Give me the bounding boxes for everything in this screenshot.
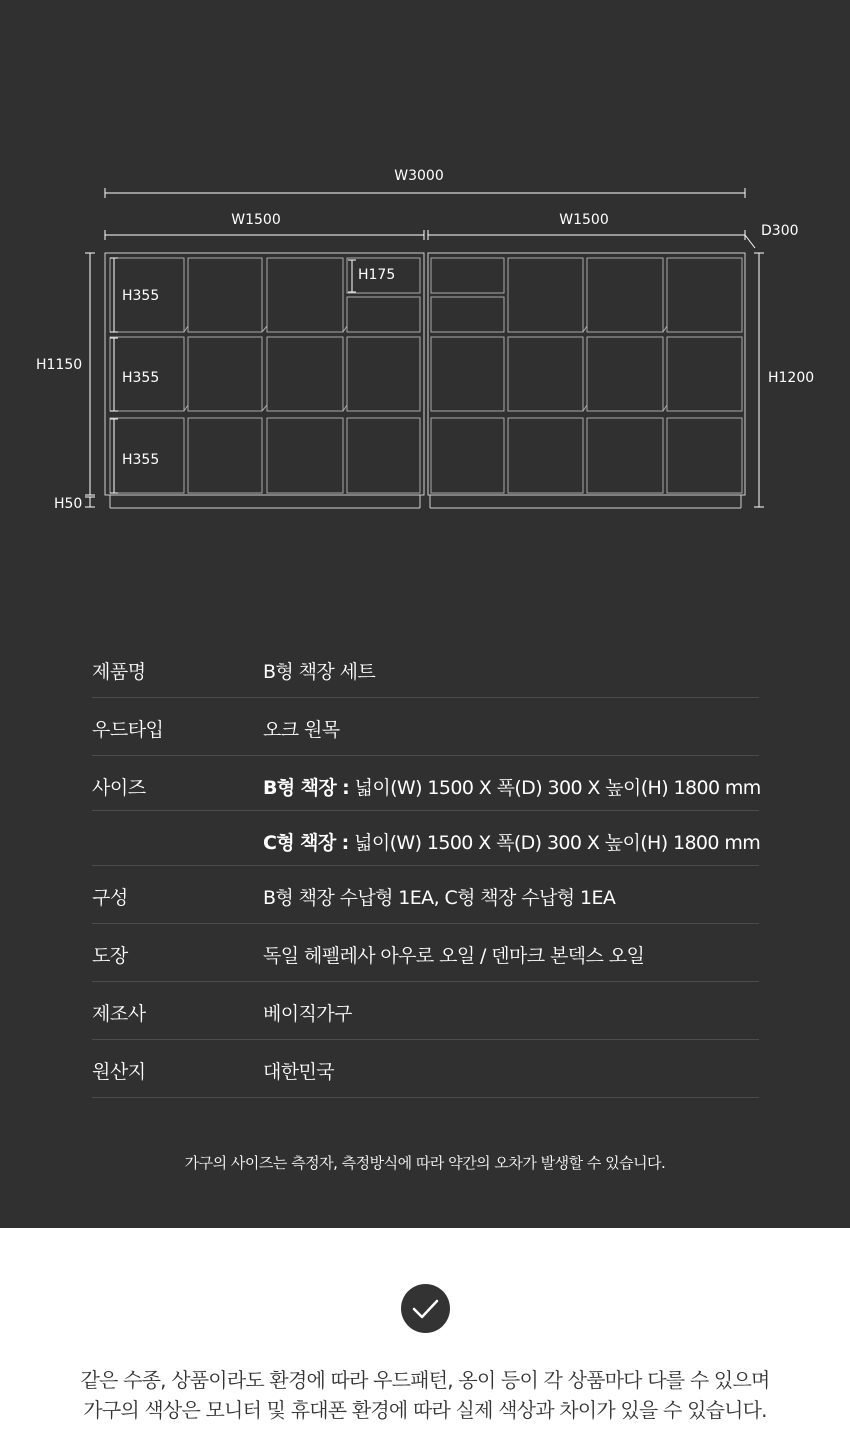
dim-left-height: H1150 bbox=[36, 357, 83, 373]
spec-value bbox=[263, 773, 761, 800]
size-c-value: 넓이(W) 1500 X 폭(D) 300 X 높이(H) 1800 mm bbox=[348, 832, 761, 854]
bookshelf-diagram bbox=[0, 0, 850, 600]
size-note: 가구의 사이즈는 측정자, 측정방식에 따라 약간의 오차가 발생할 수 있습니다. bbox=[184, 1154, 666, 1172]
dim-row2-height: H355 bbox=[122, 370, 160, 386]
spec-label: 구성 bbox=[92, 887, 128, 909]
size-c-name: C형 책장 : bbox=[263, 832, 349, 854]
spec-value bbox=[263, 828, 760, 855]
size-b-name: B형 책장 : bbox=[263, 777, 350, 799]
dim-base-height: H50 bbox=[54, 496, 83, 512]
spec-label: 사이즈 bbox=[92, 777, 146, 799]
dim-row1-height: H355 bbox=[122, 288, 160, 304]
notice-line-2: 가구의 색상은 모니터 및 휴대폰 환경에 따라 실제 색상과 차이가 있을 수 있습니다. bbox=[83, 1398, 767, 1422]
notice-line-1: 같은 수종, 상품이라도 환경에 따라 우드패턴, 옹이 등이 각 상품마다 다를 수 있으며 bbox=[80, 1368, 770, 1392]
spec-value: 대한민국 bbox=[263, 1061, 335, 1083]
spec-row-wood bbox=[92, 698, 759, 756]
spec-row-product bbox=[92, 640, 759, 698]
dim-depth: D300 bbox=[761, 223, 799, 239]
spec-value: 베이직가구 bbox=[263, 1003, 352, 1025]
spec-value: 오크 원목 bbox=[263, 719, 340, 741]
spec-row-composition bbox=[92, 866, 759, 924]
notice-text bbox=[0, 1365, 850, 1425]
dim-row3-height: H355 bbox=[122, 452, 160, 468]
spec-row-size-b bbox=[92, 756, 759, 811]
check-icon bbox=[401, 1284, 450, 1333]
dim-right-height: H1200 bbox=[768, 370, 815, 386]
spec-value: B형 책장 세트 bbox=[263, 661, 376, 683]
spec-value: B형 책장 수납형 1EA, C형 책장 수납형 1EA bbox=[263, 887, 616, 909]
size-b-value: 넓이(W) 1500 X 폭(D) 300 X 높이(H) 1800 mm bbox=[349, 777, 761, 799]
spec-table bbox=[92, 640, 759, 1098]
spec-label: 우드타입 bbox=[92, 719, 164, 741]
spec-row-maker bbox=[92, 982, 759, 1040]
spec-row-origin bbox=[92, 1040, 759, 1098]
spec-label: 제품명 bbox=[92, 661, 146, 683]
spec-row-size-c bbox=[92, 811, 759, 866]
spec-label: 원산지 bbox=[92, 1061, 146, 1083]
dim-left-width: W1500 bbox=[231, 212, 281, 228]
spec-label: 제조사 bbox=[92, 1003, 146, 1025]
spec-label: 도장 bbox=[92, 945, 128, 967]
dim-small-shelf-height: H175 bbox=[358, 267, 396, 283]
dim-right-width: W1500 bbox=[559, 212, 609, 228]
spec-value: 독일 헤펠레사 아우로 오일 / 덴마크 본덱스 오일 bbox=[263, 945, 645, 967]
spec-row-finish bbox=[92, 924, 759, 982]
dim-total-width: W3000 bbox=[394, 168, 444, 184]
